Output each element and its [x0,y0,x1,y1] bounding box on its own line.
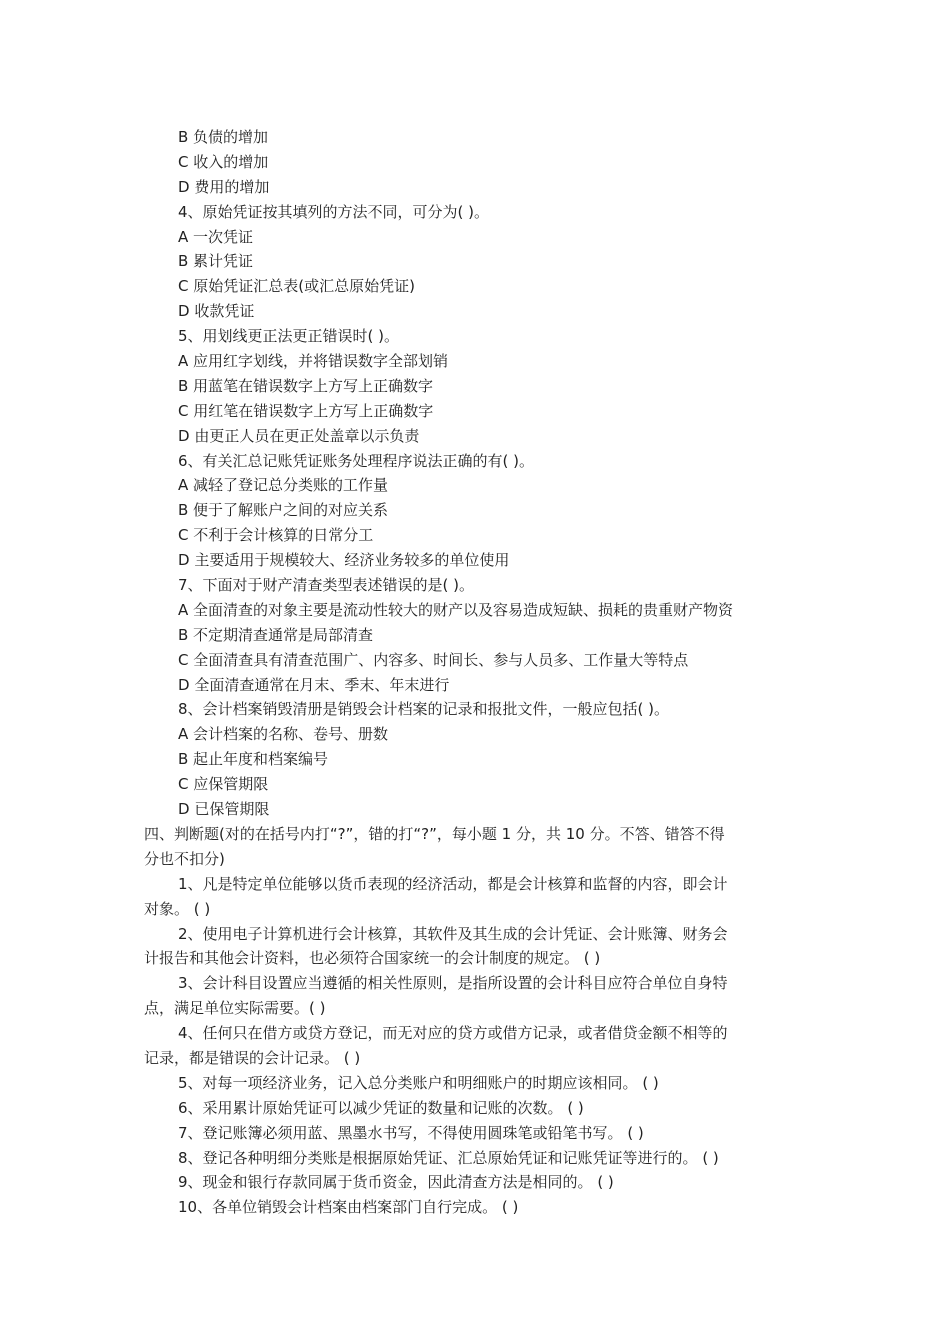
answer-option: C 原始凭证汇总表(或汇总原始凭证) [178,277,415,296]
answer-option: A 会计档案的名称、卷号、册数 [178,725,389,744]
answer-option: C 全面清查具有清查范围广、内容多、时间长、参与人员多、工作量大等特点 [178,650,689,669]
question-stem: 6、有关汇总记账凭证账务处理程序说法正确的有( )。 [178,451,535,470]
judgment-question-line: 5、对每一项经济业务，记入总分类账户和明细账户的时期应该相同。 ( ) [178,1073,659,1092]
answer-option: B 不定期清查通常是局部清查 [178,625,374,644]
judgment-question [144,1021,804,1071]
answer-option: D 收款凭证 [178,302,255,321]
answer-option: A 应用红字划线，并将错误数字全部划销 [178,352,449,371]
section-heading-line: 四、判断题(对的在括号内打“?”，错的打“?”，每小题 1 分，共 10 分。不答、错答不得 [144,824,725,843]
judgment-question-line: 7、登记账簿必须用蓝、黑墨水书写，不得使用圆珠笔或铅笔书写。 ( ) [178,1123,644,1142]
answer-option: D 全面清查通常在月末、季末、年末进行 [178,675,450,694]
answer-option: D 费用的增加 [178,177,270,196]
judgment-question [144,872,804,922]
answer-option: D 已保管期限 [178,800,270,819]
answer-option: D 主要适用于规模较大、经济业务较多的单位使用 [178,551,510,570]
judgment-question [144,971,804,1021]
question-stem: 5、用划线更正法更正错误时( )。 [178,327,400,346]
judgment-question-line: 4、任何只在借方或贷方登记，而无对应的贷方或借方记录，或者借贷金额不相等的 [178,1024,728,1043]
question-stem: 4、原始凭证按其填列的方法不同，可分为( )。 [178,202,490,221]
answer-option: C 收入的增加 [178,152,269,171]
answer-option: B 累计凭证 [178,252,254,271]
judgment-question-line: 计报告和其他会计资料，也必须符合国家统一的会计制度的规定。 ( ) [144,949,601,968]
judgment-question-line: 1、凡是特定单位能够以货币表现的经济活动，都是会计核算和监督的内容，即会计 [178,874,728,893]
answer-option: C 应保管期限 [178,775,269,794]
judgment-question [144,1170,804,1195]
judgment-question-line: 记录，都是错误的会计记录。 ( ) [144,1048,361,1067]
section-heading-line: 分也不扣分) [144,849,225,868]
judgment-question-line: 8、登记各种明细分类账是根据原始凭证、汇总原始凭证和记账凭证等进行的。 ( ) [178,1148,719,1167]
judgment-question-line: 2、使用电子计算机进行会计核算，其软件及其生成的会计凭证、会计账簿、财务会 [178,924,728,943]
judgment-question-line: 点，满足单位实际需要。( ) [144,999,326,1018]
question-stem: 7、下面对于财产清查类型表述错误的是( )。 [178,576,475,595]
judgment-question [144,1146,804,1171]
judgment-question [144,1096,804,1121]
judgment-questions-section [144,872,804,1220]
judgment-question [144,922,804,972]
answer-option: B 便于了解账户之间的对应关系 [178,501,389,520]
choice-questions-section [144,125,804,822]
document-body [144,125,804,1220]
section-heading [144,822,804,872]
answer-option: B 负债的增加 [178,128,269,146]
answer-option: A 全面清查的对象主要是流动性较大的财产以及容易造成短缺、损耗的贵重财产物资 [178,600,734,619]
answer-option: C 不利于会计核算的日常分工 [178,526,374,545]
answer-option: D 由更正人员在更正处盖章以示负责 [178,426,420,445]
answer-option: C 用红笔在错误数字上方写上正确数字 [178,401,434,420]
answer-option: B 起止年度和档案编号 [178,750,329,769]
judgment-question-line: 对象。 ( ) [144,899,211,918]
answer-option: B 用蓝笔在错误数字上方写上正确数字 [178,376,434,395]
judgment-question-line: 3、会计科目设置应当遵循的相关性原则，是指所设置的会计科目应符合单位自身特 [178,974,728,993]
judgment-question [144,1071,804,1096]
judgment-question-line: 10、各单位销毁会计档案由档案部门自行完成。 ( ) [178,1198,519,1217]
answer-option: A 减轻了登记总分类账的工作量 [178,476,389,495]
answer-option: A 一次凭证 [178,227,254,246]
judgment-question [144,1195,804,1220]
judgment-question-line: 6、采用累计原始凭证可以减少凭证的数量和记账的次数。 ( ) [178,1098,584,1117]
judgment-question [144,1121,804,1146]
judgment-question-line: 9、现金和银行存款同属于货币资金，因此清查方法是相同的。 ( ) [178,1173,614,1192]
question-stem: 8、会计档案销毁清册是销毁会计档案的记录和报批文件，一般应包括( )。 [178,700,670,719]
